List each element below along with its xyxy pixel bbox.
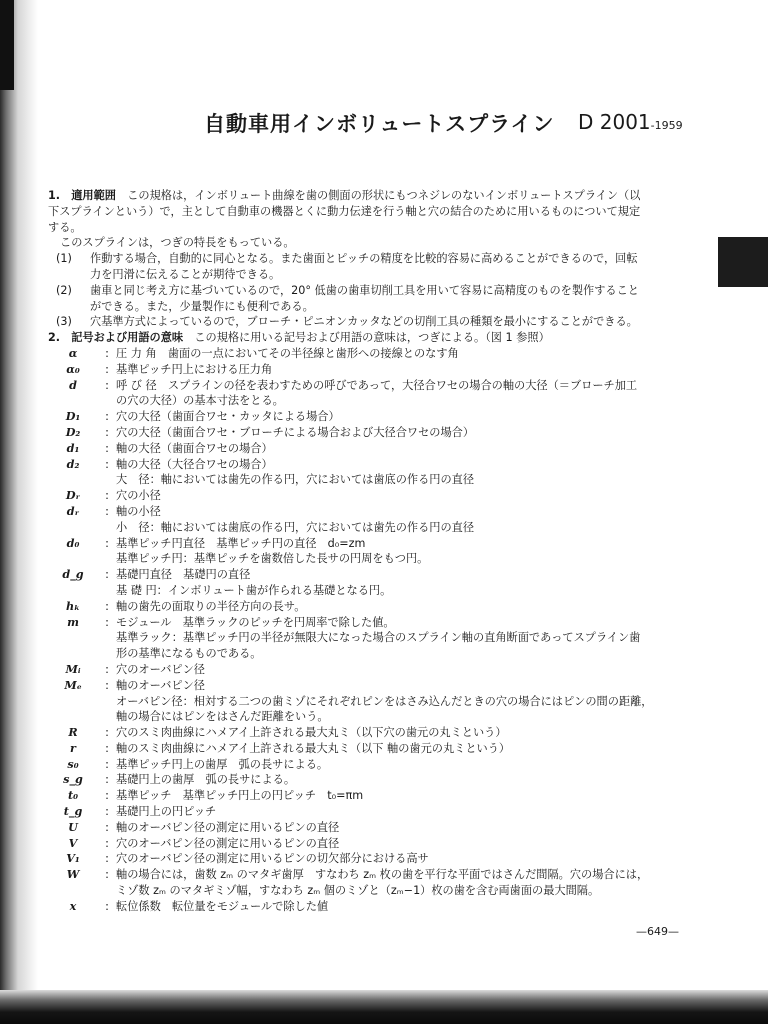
- definition-symbol: s₀: [67, 756, 79, 771]
- section-scope-heading: 1. 適用範囲: [48, 189, 116, 202]
- definition-separator: :: [105, 504, 109, 518]
- definition-symbol: Dᵣ: [65, 488, 81, 503]
- section-scope: [48, 188, 698, 330]
- definition-symbol: s_g: [63, 772, 83, 787]
- scan-bottom-edge: [0, 990, 768, 1024]
- definition-text-line: 軸の大径（歯面合ワセの場合）: [116, 441, 273, 455]
- definition-detail: 基 礎 円：インボリュート歯が作られる基礎となる円。: [116, 583, 392, 597]
- definition-symbol: x: [69, 898, 77, 913]
- definition-row: [48, 678, 698, 694]
- definition-row: [48, 441, 698, 457]
- definition-symbol: R: [68, 725, 78, 740]
- definition-text-line: の穴の大径）の基本寸法をとる。: [116, 394, 284, 408]
- definition-symbol: V: [68, 835, 78, 850]
- definition-separator: :: [105, 662, 109, 676]
- definition-text: [116, 772, 698, 788]
- definition-text: [116, 409, 698, 425]
- definition-text-line: 軸のオーバピン径の測定に用いるピンの直径: [116, 820, 340, 834]
- definition-symbol: t₀: [67, 788, 79, 803]
- definition-symbol: hₖ: [66, 598, 80, 613]
- definition-separator: :: [105, 536, 109, 550]
- definition-row: [48, 851, 698, 867]
- definition-text: [116, 488, 698, 504]
- definition-text: [116, 899, 698, 915]
- definition-symbol: Mᵢ: [65, 661, 81, 676]
- definition-text-line: 穴の大径（歯面合ワセ・ブローチによる場合および大径合ワセの場合）: [116, 425, 475, 439]
- scan-left-shadow: [0, 0, 38, 1024]
- definition-row: [48, 772, 698, 788]
- definition-symbol: D₁: [65, 409, 81, 424]
- definition-detail: 基準ラック：基準ピッチ円の半径が無限大になった場合のスプライン軸の直角断面であってスプライン歯: [116, 631, 641, 645]
- definition-row: [48, 457, 698, 473]
- section-scope-intro: このスプラインは，つぎの特長をもっている。: [60, 236, 295, 250]
- definition-text: [116, 741, 698, 757]
- definition-text: [116, 441, 698, 457]
- definition-separator: :: [105, 868, 109, 882]
- definition-row: [48, 409, 698, 425]
- definition-text: [116, 725, 698, 741]
- definition-detail: 小 径：軸においては歯底の作る円，穴においては歯先の作る円の直径: [116, 520, 475, 534]
- feature-item-number: (1): [56, 252, 72, 266]
- definition-separator: :: [105, 773, 109, 787]
- definition-row: [48, 425, 698, 441]
- definition-row: [48, 741, 698, 757]
- definition-symbol: α: [68, 345, 78, 360]
- definition-text-line: 軸のスミ肉曲線にハメアイ上許される最大丸ミ（以下 軸の歯元の丸ミという）: [116, 741, 511, 755]
- definition-symbol: dᵣ: [66, 503, 80, 518]
- definition-detail: 基準ピッチ円：基準ピッチを歯数倍した長サの円周をもつ円。: [116, 552, 429, 566]
- definition-text: [116, 867, 698, 899]
- feature-item-text: 穴基準方式によっているので，ブローチ・ピニオンカッタなどの切削工具の種類を最小にすることができる。: [90, 315, 638, 329]
- definition-text-line: 転位係数 転位量をモジュールで除した値: [116, 899, 329, 913]
- definition-text: [116, 678, 698, 694]
- definition-row: [48, 788, 698, 804]
- definition-separator: :: [105, 726, 109, 740]
- feature-item-1: [48, 251, 698, 283]
- definition-text: [116, 346, 698, 362]
- section-definitions: [48, 330, 698, 914]
- definition-text-line: 基準ピッチ円上における圧力角: [116, 362, 273, 376]
- section-scope-text2: 下スプラインという）で，主として自動車の機器とくに動力伝達を行う軸と穴の結合のために用いるものについて規定: [48, 204, 641, 218]
- definition-text-line: モジュール 基準ラックのピッチを円周率で除した値。: [116, 615, 395, 629]
- definition-separator: :: [105, 836, 109, 850]
- definition-text-line: 軸の小径: [116, 504, 161, 518]
- definition-text-line: 基礎円上の歯厚 弧の長サによる。: [116, 773, 296, 787]
- definition-symbol: Mₑ: [64, 677, 82, 692]
- definition-text-line: 軸の大径（大径合ワセの場合）: [116, 457, 273, 471]
- definition-text-line: 穴のオーバピン径: [116, 662, 205, 676]
- document-body: [48, 188, 698, 915]
- feature-item-text: ができる。また，少量製作にも便利である。: [90, 299, 314, 313]
- definition-row: [48, 899, 698, 915]
- definition-row: [48, 820, 698, 836]
- definition-row: [48, 378, 698, 410]
- definition-row: [48, 346, 698, 362]
- feature-item-number: (3): [56, 315, 72, 329]
- definition-text: [116, 804, 698, 820]
- definition-text: [116, 536, 698, 552]
- definition-row: [48, 867, 698, 899]
- feature-item-text: 力を円滑に伝えることが期待できる。: [90, 267, 281, 281]
- feature-item-text: 作動する場合，自動的に同心となる。また歯面とピッチの精度を比較的容易に高めることができるので，回転: [90, 252, 638, 266]
- definition-text-line: 基準ピッチ円直径 基準ピッチ円の直径 d₀=zm: [116, 536, 366, 550]
- definition-symbol: r: [70, 740, 76, 755]
- definition-text-line: 穴のオーバピン径の測定に用いるピンの切欠部分における高サ: [116, 852, 429, 866]
- definition-separator: :: [105, 757, 109, 771]
- definition-text-line: 基準ピッチ円上の歯厚 弧の長サによる。: [116, 757, 329, 771]
- definition-separator: :: [105, 410, 109, 424]
- definition-row: [48, 567, 698, 583]
- definition-row: [48, 836, 698, 852]
- definition-symbol: d: [69, 377, 77, 392]
- definition-symbol: V₁: [66, 851, 80, 866]
- definition-text-line: 基準ピッチ 基準ピッチ円上の円ピッチ t₀=πm: [116, 789, 364, 803]
- definition-text-line: 軸の場合には，歯数 zₘ のマタギ歯厚 すなわち zₘ 枚の歯を平行な平面ではさんだ間隔。穴の場合には，: [116, 868, 649, 882]
- definition-row: [48, 362, 698, 378]
- definition-text-line: 基礎円直径 基礎円の直径: [116, 568, 251, 582]
- definition-detail: オーバピン径：相対する二つの歯ミゾにそれぞれピンをはさみ込んだときの穴の場合にはピンの間の距離，: [116, 694, 653, 708]
- page-number: —649—: [636, 925, 679, 938]
- definition-symbol: U: [68, 819, 78, 834]
- definition-separator: :: [105, 599, 109, 613]
- definition-text-line: 穴の小径: [116, 489, 161, 503]
- definition-text: [116, 820, 698, 836]
- definition-separator: :: [105, 805, 109, 819]
- definition-row: [48, 536, 698, 552]
- definition-row: [48, 488, 698, 504]
- section-scope-text1: この規格は，インボリュート曲線を歯の側面の形状にもつネジレのないインボリュートスプライン（以: [127, 189, 641, 202]
- feature-item-3: [48, 314, 698, 330]
- definition-symbol: d₀: [66, 535, 80, 550]
- definition-text-line: 圧 力 角 歯面の一点においてその半径線と歯形への接線とのなす角: [116, 346, 459, 360]
- definition-separator: :: [105, 789, 109, 803]
- definition-list: [48, 346, 698, 915]
- definition-symbol: d₂: [66, 456, 80, 471]
- feature-item-2: [48, 283, 698, 315]
- definition-separator: :: [105, 678, 109, 692]
- definition-separator: :: [105, 489, 109, 503]
- feature-item-text: 歯車と同じ考え方に基づいているので，20° 低歯の歯車切削工具を用いて容易に高精度のものを製作すること: [90, 283, 639, 297]
- definition-text: [116, 378, 698, 410]
- definition-separator: :: [105, 378, 109, 392]
- definition-detail: 形の基準になるものである。: [116, 647, 262, 661]
- definition-symbol: W: [66, 867, 80, 882]
- definition-row: [48, 599, 698, 615]
- definition-detail: 大 径：軸においては歯先の作る円，穴においては歯底の作る円の直径: [116, 473, 475, 487]
- definition-symbol: D₂: [65, 424, 81, 439]
- section-scope-text3: する。: [48, 220, 82, 234]
- section-index-tab: [718, 237, 768, 287]
- document-number: [578, 110, 683, 134]
- section-definitions-heading: 2. 記号および用語の意味: [48, 331, 184, 345]
- definition-text-line: 軸の歯先の面取りの半径方向の長サ。: [116, 599, 306, 613]
- definition-separator: :: [105, 457, 109, 471]
- feature-item-number: (2): [56, 283, 72, 297]
- definition-symbol: α₀: [66, 361, 80, 376]
- definition-separator: :: [105, 820, 109, 834]
- definition-separator: :: [105, 615, 109, 629]
- definition-text: [116, 757, 698, 773]
- definition-text: [116, 567, 698, 583]
- definition-text: [116, 599, 698, 615]
- definition-separator: :: [105, 852, 109, 866]
- definition-symbol: t_g: [63, 804, 83, 819]
- definition-text: [116, 662, 698, 678]
- definition-separator: :: [105, 346, 109, 360]
- definition-text-line: 穴のスミ肉曲線にハメアイ上許される最大丸ミ（以下穴の歯元の丸ミという）: [116, 726, 507, 740]
- definition-text-line: 穴の大径（歯面合ワセ・カッタによる場合）: [116, 410, 340, 424]
- section-scope-line1: [48, 188, 698, 204]
- definition-detail: 軸の場合にはピンをはさんだ距離をいう。: [116, 710, 329, 724]
- definition-text: [116, 615, 698, 631]
- definition-symbol: m: [67, 614, 79, 629]
- definition-symbol: d_g: [62, 567, 84, 582]
- definition-row: [48, 804, 698, 820]
- definition-text: [116, 425, 698, 441]
- definition-text: [116, 851, 698, 867]
- document-number-code: D 2001: [578, 110, 651, 134]
- definition-symbol: d₁: [66, 440, 80, 455]
- page-title: 自動車用インボリュートスプライン: [204, 112, 555, 136]
- definition-separator: :: [105, 425, 109, 439]
- definition-text-line: 呼 び 径 スプラインの径を表わすための呼びであって，大径合ワセの場合の軸の大径（＝ブローチ加工: [116, 378, 638, 392]
- definition-separator: :: [105, 899, 109, 913]
- definition-row: [48, 757, 698, 773]
- document-number-year: -1959: [650, 119, 683, 132]
- definition-separator: :: [105, 568, 109, 582]
- definition-separator: :: [105, 741, 109, 755]
- definition-text-line: 基礎円上の円ピッチ: [116, 805, 217, 819]
- section-definitions-line: [48, 330, 698, 346]
- definition-text: [116, 504, 698, 520]
- section-definitions-intro: この規格に用いる記号および用語の意味は，つぎによる。（図 1 参照）: [194, 331, 550, 345]
- definition-row: [48, 615, 698, 631]
- definition-row: [48, 504, 698, 520]
- definition-separator: :: [105, 441, 109, 455]
- definition-text: [116, 836, 698, 852]
- scan-top-corner: [0, 0, 14, 90]
- definition-text-line: 軸のオーバピン径: [116, 678, 205, 692]
- definition-text-line: 穴のオーバピン径の測定に用いるピンの直径: [116, 836, 340, 850]
- definition-text-line: ミゾ数 zₘ のマタギミゾ幅，すなわち zₘ 個のミゾと（zₘ−1）枚の歯を含む両歯面の最大間隔。: [116, 884, 600, 898]
- definition-row: [48, 725, 698, 741]
- definition-text: [116, 457, 698, 473]
- definition-text: [116, 788, 698, 804]
- definition-text: [116, 362, 698, 378]
- definition-separator: :: [105, 362, 109, 376]
- definition-row: [48, 662, 698, 678]
